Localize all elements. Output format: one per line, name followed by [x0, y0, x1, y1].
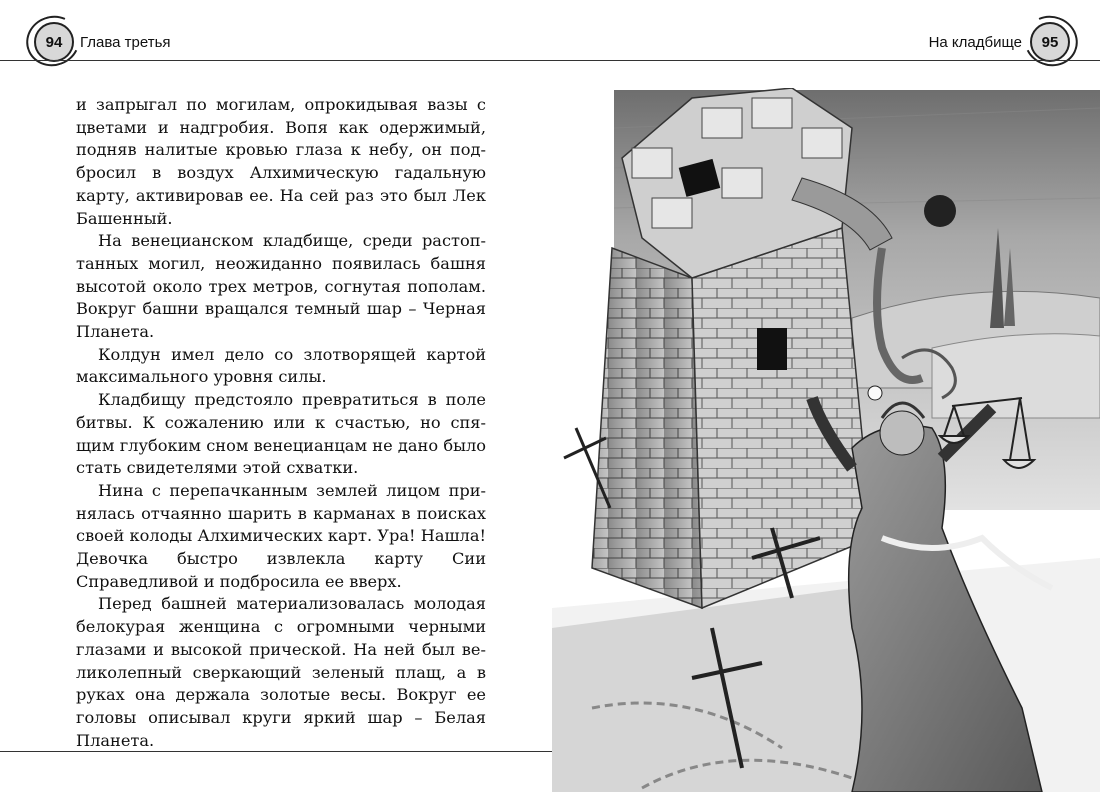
illustration-drawing: [552, 88, 1100, 792]
tower-illustration: [552, 88, 1100, 792]
paragraph-6: Перед башней материализовалась молодая белокурая женщина с огромными черными глазами и высокой прической. На ней был великолепный сверкающий зеленый плащ, а в руках она держала золотые весы. Вокруг ее головы описывал круги яркий шар – Белая Планета.: [76, 594, 486, 750]
paragraph-5: Нина с перепачканным землей лицом принялась отчаянно шарить в карманах в поисках своей колоды Алхимических карт. Ура! Нашла! Девочка быстро извлекла карту Сии Справедливой и подбросила ее вверх.: [76, 480, 486, 591]
woman-head: [880, 411, 924, 455]
page-number-left: 94: [34, 22, 74, 62]
paragraph-3: Колдун имел дело со злотворящей картой максимального уровня силы.: [76, 344, 486, 387]
running-head-right: На кладбище: [928, 34, 1022, 51]
tower-lower-left: [592, 248, 702, 608]
paragraph-2: На венецианском кладбище, среди растоптанных могил, неожиданно появилась башня высотой около трех метров, согнутая пополам. Вокруг башни вращался темный шар – Черная Планета.: [76, 231, 486, 342]
body-text: [76, 94, 486, 752]
tower-window: [757, 328, 787, 370]
paragraph-1: и запрыгал по могилам, опрокидывая вазы с цветами и надгробия. Вопя как одержимый, подняв налитые кровью глаза к небу, он подбросил в воздух Алхимическую гадальную карту, активировав ее. На сей раз это был Лек Башенный.: [76, 95, 486, 228]
black-planet: [924, 195, 956, 227]
running-head-left: Глава третья: [80, 34, 171, 51]
page-number-right: 95: [1030, 22, 1070, 62]
paragraph-4: Кладбищу предстояло превратиться в поле битвы. К сожалению или к счастью, но спящим глубоким сном венецианцам не дано было стать свидетелями этой схватки.: [76, 390, 486, 478]
header-rule: [0, 60, 1100, 61]
white-planet: [868, 386, 882, 400]
